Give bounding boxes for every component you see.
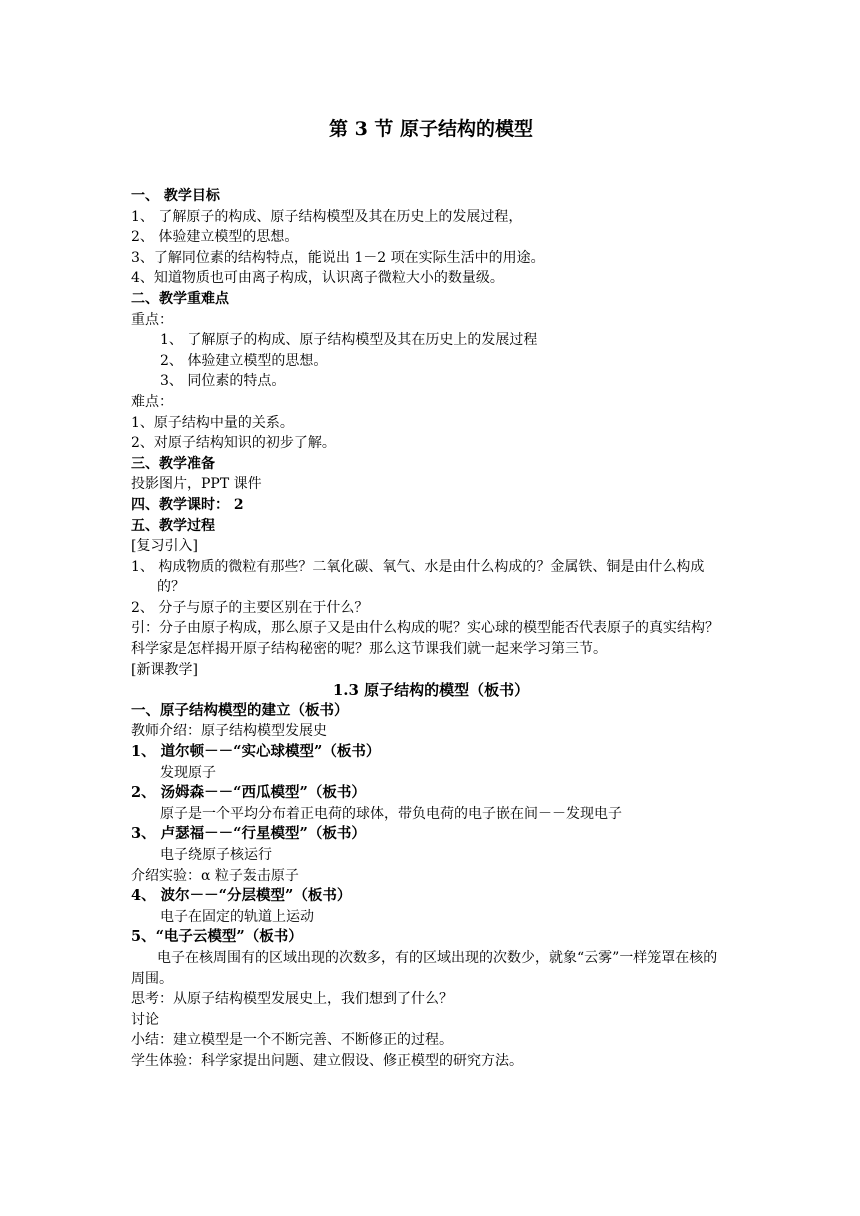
model-dalton: 1、 道尔顿－－“实心球模型”（板书） — [131, 743, 381, 761]
model-rutherford-desc: 电子绕原子核运行 — [160, 847, 272, 863]
model-electron-cloud: 5、“电子云模型”（板书） — [131, 928, 303, 946]
model-rutherford: 3、 卢瑟福－－“行星模型”（板书） — [131, 825, 366, 843]
model-thomson-desc: 原子是一个平均分布着正电荷的球体，带负电荷的电子嵌在间－－发现电子 — [160, 805, 622, 822]
section-heading-goals: 一、 教学目标 — [131, 188, 220, 204]
key-item: 2、 体验建立模型的思想。 — [160, 352, 328, 369]
model-dalton-desc: 发现原子 — [160, 764, 216, 781]
document-body — [131, 116, 731, 1072]
difficulty-item: 1、原子结构中量的关系。 — [131, 414, 294, 431]
page-title: 第 3 节 原子结构的模型 — [328, 118, 534, 140]
review-question: 2、 分子与原子的主要区别在于什么？ — [131, 599, 369, 616]
key-item: 3、 同位素的特点。 — [160, 373, 286, 390]
goal-item: 3、了解同位素的结构特点，能说出 1－2 项在实际生活中的用途。 — [131, 249, 545, 266]
model-bohr-desc: 电子在固定的轨道上运动 — [160, 908, 314, 925]
key-label: 重点： — [131, 311, 173, 328]
review-label: [复习引入] — [131, 538, 198, 555]
teacher-intro: 教师介绍：原子结构模型发展史 — [131, 723, 327, 740]
model-bohr: 4、 波尔－－“分层模型”（板书） — [131, 887, 352, 905]
goal-item: 2、 体验建立模型的思想。 — [131, 229, 299, 246]
preparation-text: 投影图片，PPT 课件 — [131, 476, 262, 493]
section-heading-process: 五、教学过程 — [131, 517, 215, 534]
think-question: 思考：从原子结构模型发展史上，我们想到了什么？ — [131, 991, 453, 1008]
summary-text: 小结：建立模型是一个不断完善、不断修正的过程。 — [131, 1032, 453, 1049]
intro-paragraph: 引：分子由原子构成，那么原子又是由什么构成的呢？实心球的模型能否代表原子的真实结构？科学家是怎样揭开原子结构秘密的呢？那么这节课我们就一起来学习第三节。 — [131, 620, 719, 658]
section-heading-hours: 四、教学课时： 2 — [131, 496, 244, 513]
board-subtitle: 1.3 原子结构的模型（板书） — [332, 681, 530, 700]
difficulty-label: 难点： — [131, 393, 173, 410]
model-electron-cloud-desc: 电子在核周围有的区域出现的次数多，有的区域出现的次数少，就象“云雾”一样笼罩在核的周围。 — [131, 949, 718, 987]
difficulty-item: 2、对原子结构知识的初步了解。 — [131, 435, 336, 452]
goal-item: 4、知道物质也可由离子构成，认识离子微粒大小的数量级。 — [131, 270, 504, 287]
part-heading: 一、原子结构模型的建立（板书） — [131, 701, 349, 719]
discussion-label: 讨论 — [131, 1011, 159, 1028]
model-thomson: 2、 汤姆森－－“西瓜模型”（板书） — [131, 784, 366, 802]
section-heading-preparation: 三、教学准备 — [131, 455, 215, 472]
new-lesson-label: [新课教学] — [131, 661, 198, 678]
section-heading-key-points: 二、教学重难点 — [131, 290, 229, 307]
review-question: 1、 构成物质的微粒有那些？二氧化碳、氧气、水是由什么构成的？金属铁、铜是由什么构成的？ — [131, 558, 705, 596]
key-item: 1、 了解原子的构成、原子结构模型及其在历史上的发展过程 — [160, 332, 538, 349]
goal-item: 1、 了解原子的构成、原子结构模型及其在历史上的发展过程， — [131, 208, 523, 225]
experiment-intro: 介绍实验：α 粒子轰击原子 — [131, 867, 299, 884]
student-experience-text: 学生体验：科学家提出问题、建立假设、修正模型的研究方法。 — [131, 1052, 523, 1069]
